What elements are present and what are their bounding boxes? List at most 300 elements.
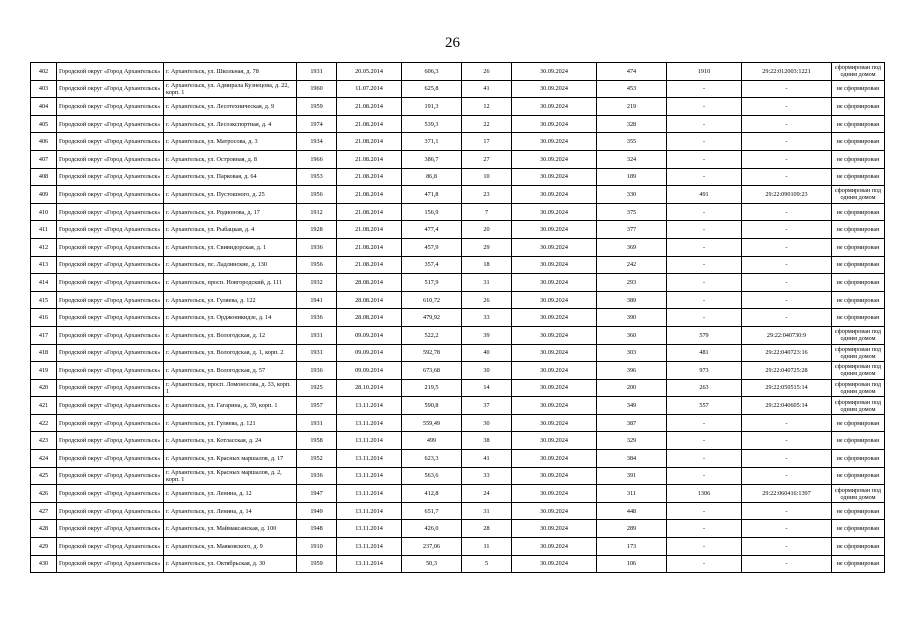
count-cell: 26 bbox=[462, 291, 512, 309]
district-cell: Городской округ «Город Архангельск» bbox=[57, 397, 164, 415]
check-date-cell: 30.09.2024 bbox=[512, 80, 597, 98]
year-cell: 1941 bbox=[297, 291, 337, 309]
district-cell: Городской округ «Город Архангельск» bbox=[57, 467, 164, 485]
count-cell: 33 bbox=[462, 309, 512, 327]
status-cell: не сформирован bbox=[832, 150, 885, 168]
count-cell: 30 bbox=[462, 362, 512, 380]
district-cell: Городской округ «Город Архангельск» bbox=[57, 186, 164, 204]
count-cell: 20 bbox=[462, 221, 512, 239]
count-cell: 28 bbox=[462, 520, 512, 538]
date-cell: 13.11.2014 bbox=[337, 432, 402, 450]
status-cell: сформирован под одним домом bbox=[832, 344, 885, 362]
cadastral-cell: 29:22:040723:16 bbox=[742, 344, 832, 362]
area-cell: 477,4 bbox=[402, 221, 462, 239]
date-cell: 13.11.2014 bbox=[337, 450, 402, 468]
land-area-cell: - bbox=[667, 150, 742, 168]
area-cell: 156,9 bbox=[402, 203, 462, 221]
num-cell: 200 bbox=[597, 379, 667, 397]
table-row bbox=[31, 555, 885, 573]
status-cell: сформирован под одним домом bbox=[832, 63, 885, 81]
row-number: 405 bbox=[31, 115, 57, 133]
date-cell: 13.11.2014 bbox=[337, 555, 402, 573]
check-date-cell: 30.09.2024 bbox=[512, 221, 597, 239]
year-cell: 1947 bbox=[297, 485, 337, 503]
district-cell: Городской округ «Город Архангельск» bbox=[57, 221, 164, 239]
land-area-cell: - bbox=[667, 115, 742, 133]
land-area-cell: - bbox=[667, 168, 742, 186]
land-area-cell: 557 bbox=[667, 397, 742, 415]
area-cell: 357,4 bbox=[402, 256, 462, 274]
cadastral-cell: - bbox=[742, 467, 832, 485]
table-row bbox=[31, 256, 885, 274]
year-cell: 1931 bbox=[297, 344, 337, 362]
land-area-cell: - bbox=[667, 203, 742, 221]
table-row bbox=[31, 168, 885, 186]
address-cell: г. Архангельск, ул. Лесоэкспортная, д. 4 bbox=[164, 115, 297, 133]
district-cell: Городской округ «Город Архангельск» bbox=[57, 115, 164, 133]
check-date-cell: 30.09.2024 bbox=[512, 326, 597, 344]
row-number: 421 bbox=[31, 397, 57, 415]
cadastral-cell: - bbox=[742, 80, 832, 98]
year-cell: 1936 bbox=[297, 362, 337, 380]
num-cell: 387 bbox=[597, 414, 667, 432]
check-date-cell: 30.09.2024 bbox=[512, 362, 597, 380]
check-date-cell: 30.09.2024 bbox=[512, 133, 597, 151]
district-cell: Городской округ «Город Архангельск» bbox=[57, 555, 164, 573]
year-cell: 1931 bbox=[297, 63, 337, 81]
date-cell: 13.11.2014 bbox=[337, 538, 402, 556]
year-cell: 1912 bbox=[297, 203, 337, 221]
date-cell: 21.08.2014 bbox=[337, 98, 402, 116]
cadastral-cell: - bbox=[742, 555, 832, 573]
year-cell: 1956 bbox=[297, 256, 337, 274]
district-cell: Городской округ «Город Архангельск» bbox=[57, 133, 164, 151]
table-body bbox=[31, 63, 885, 573]
num-cell: 448 bbox=[597, 502, 667, 520]
district-cell: Городской округ «Город Архангельск» bbox=[57, 379, 164, 397]
row-number: 404 bbox=[31, 98, 57, 116]
area-cell: 86,8 bbox=[402, 168, 462, 186]
land-area-cell: - bbox=[667, 133, 742, 151]
row-number: 427 bbox=[31, 502, 57, 520]
date-cell: 28.08.2014 bbox=[337, 309, 402, 327]
district-cell: Городской округ «Город Архангельск» bbox=[57, 485, 164, 503]
row-number: 402 bbox=[31, 63, 57, 81]
count-cell: 5 bbox=[462, 555, 512, 573]
status-cell: не сформирован bbox=[832, 450, 885, 468]
address-cell: г. Архангельск, ул. Рыбацкая, д. 4 bbox=[164, 221, 297, 239]
address-cell: г. Архангельск, ул. Ленина, д. 14 bbox=[164, 502, 297, 520]
status-cell: сформирован под одним домом bbox=[832, 186, 885, 204]
district-cell: Городской округ «Город Архангельск» bbox=[57, 150, 164, 168]
address-cell: г. Архангельск, ул. Красных маршалов, д. 17 bbox=[164, 450, 297, 468]
district-cell: Городской округ «Город Архангельск» bbox=[57, 274, 164, 292]
district-cell: Городской округ «Город Архангельск» bbox=[57, 238, 164, 256]
status-cell: сформирован под одним домом bbox=[832, 362, 885, 380]
area-cell: 219,5 bbox=[402, 379, 462, 397]
area-cell: 386,7 bbox=[402, 150, 462, 168]
address-cell: г. Архангельск, просп. Ломоносова, д. 33, корп. 1 bbox=[164, 379, 297, 397]
num-cell: 391 bbox=[597, 467, 667, 485]
check-date-cell: 30.09.2024 bbox=[512, 520, 597, 538]
land-area-cell: - bbox=[667, 432, 742, 450]
row-number: 409 bbox=[31, 186, 57, 204]
row-number: 426 bbox=[31, 485, 57, 503]
area-cell: 625,8 bbox=[402, 80, 462, 98]
table-row bbox=[31, 238, 885, 256]
land-area-cell: 481 bbox=[667, 344, 742, 362]
check-date-cell: 30.09.2024 bbox=[512, 467, 597, 485]
date-cell: 21.08.2014 bbox=[337, 238, 402, 256]
cadastral-cell: - bbox=[742, 274, 832, 292]
row-number: 423 bbox=[31, 432, 57, 450]
cadastral-cell: - bbox=[742, 98, 832, 116]
date-cell: 28.08.2014 bbox=[337, 291, 402, 309]
num-cell: 293 bbox=[597, 274, 667, 292]
cadastral-cell: - bbox=[742, 238, 832, 256]
date-cell: 28.08.2014 bbox=[337, 274, 402, 292]
check-date-cell: 30.09.2024 bbox=[512, 98, 597, 116]
address-cell: г. Архангельск, ул. Парковая, д. 64 bbox=[164, 168, 297, 186]
land-area-cell: - bbox=[667, 221, 742, 239]
count-cell: 41 bbox=[462, 450, 512, 468]
date-cell: 09.09.2014 bbox=[337, 344, 402, 362]
district-cell: Городской округ «Город Архангельск» bbox=[57, 309, 164, 327]
cadastral-cell: - bbox=[742, 309, 832, 327]
address-cell: г. Архангельск, ул. Маяковского, д. 9 bbox=[164, 538, 297, 556]
status-cell: сформирован под одним домом bbox=[832, 379, 885, 397]
year-cell: 1932 bbox=[297, 274, 337, 292]
check-date-cell: 30.09.2024 bbox=[512, 203, 597, 221]
check-date-cell: 30.09.2024 bbox=[512, 256, 597, 274]
num-cell: 106 bbox=[597, 555, 667, 573]
num-cell: 189 bbox=[597, 168, 667, 186]
housing-register-table bbox=[30, 62, 885, 573]
status-cell: не сформирован bbox=[832, 309, 885, 327]
date-cell: 09.09.2014 bbox=[337, 362, 402, 380]
district-cell: Городской округ «Город Архангельск» bbox=[57, 520, 164, 538]
cadastral-cell: 29:22:090109:23 bbox=[742, 186, 832, 204]
cadastral-cell: - bbox=[742, 256, 832, 274]
status-cell: не сформирован bbox=[832, 221, 885, 239]
num-cell: 324 bbox=[597, 150, 667, 168]
count-cell: 27 bbox=[462, 150, 512, 168]
land-area-cell: 263 bbox=[667, 379, 742, 397]
address-cell: г. Архангельск, ул. Вологодская, д. 1, корп. 2 bbox=[164, 344, 297, 362]
address-cell: г. Архангельск, ул. Школьная, д. 78 bbox=[164, 63, 297, 81]
row-number: 406 bbox=[31, 133, 57, 151]
area-cell: 412,8 bbox=[402, 485, 462, 503]
num-cell: 303 bbox=[597, 344, 667, 362]
check-date-cell: 30.09.2024 bbox=[512, 485, 597, 503]
district-cell: Городской округ «Город Архангельск» bbox=[57, 168, 164, 186]
cadastral-cell: 29:22:060416:1397 bbox=[742, 485, 832, 503]
year-cell: 1957 bbox=[297, 397, 337, 415]
table-row bbox=[31, 326, 885, 344]
area-cell: 50,3 bbox=[402, 555, 462, 573]
district-cell: Городской округ «Город Архангельск» bbox=[57, 432, 164, 450]
status-cell: не сформирован bbox=[832, 133, 885, 151]
area-cell: 651,7 bbox=[402, 502, 462, 520]
district-cell: Городской округ «Город Архангельск» bbox=[57, 203, 164, 221]
count-cell: 24 bbox=[462, 485, 512, 503]
row-number: 419 bbox=[31, 362, 57, 380]
status-cell: сформирован под одним домом bbox=[832, 397, 885, 415]
table-row bbox=[31, 432, 885, 450]
area-cell: 592,78 bbox=[402, 344, 462, 362]
check-date-cell: 30.09.2024 bbox=[512, 186, 597, 204]
cadastral-cell: - bbox=[742, 168, 832, 186]
date-cell: 13.11.2014 bbox=[337, 485, 402, 503]
cadastral-cell: - bbox=[742, 133, 832, 151]
area-cell: 522,2 bbox=[402, 326, 462, 344]
table-row bbox=[31, 150, 885, 168]
date-cell: 13.11.2014 bbox=[337, 467, 402, 485]
num-cell: 474 bbox=[597, 63, 667, 81]
count-cell: 39 bbox=[462, 326, 512, 344]
status-cell: не сформирован bbox=[832, 467, 885, 485]
row-number: 411 bbox=[31, 221, 57, 239]
status-cell: не сформирован bbox=[832, 291, 885, 309]
date-cell: 13.11.2014 bbox=[337, 414, 402, 432]
num-cell: 384 bbox=[597, 450, 667, 468]
table-row bbox=[31, 538, 885, 556]
table-row bbox=[31, 414, 885, 432]
area-cell: 479,92 bbox=[402, 309, 462, 327]
address-cell: г. Архангельск, ул. Котласская, д. 24 bbox=[164, 432, 297, 450]
count-cell: 30 bbox=[462, 414, 512, 432]
check-date-cell: 30.09.2024 bbox=[512, 414, 597, 432]
address-cell: г. Архангельск, ул. Гуляева, д. 122 bbox=[164, 291, 297, 309]
land-area-cell: - bbox=[667, 555, 742, 573]
check-date-cell: 30.09.2024 bbox=[512, 168, 597, 186]
cadastral-cell: - bbox=[742, 414, 832, 432]
address-cell: г. Архангельск, ул. Вологодская, д. 57 bbox=[164, 362, 297, 380]
count-cell: 31 bbox=[462, 502, 512, 520]
table-row bbox=[31, 98, 885, 116]
area-cell: 457,9 bbox=[402, 238, 462, 256]
year-cell: 1959 bbox=[297, 555, 337, 573]
area-cell: 191,3 bbox=[402, 98, 462, 116]
year-cell: 1948 bbox=[297, 520, 337, 538]
cadastral-cell: - bbox=[742, 221, 832, 239]
check-date-cell: 30.09.2024 bbox=[512, 115, 597, 133]
table-row bbox=[31, 397, 885, 415]
num-cell: 329 bbox=[597, 432, 667, 450]
status-cell: не сформирован bbox=[832, 538, 885, 556]
num-cell: 377 bbox=[597, 221, 667, 239]
year-cell: 1936 bbox=[297, 467, 337, 485]
status-cell: не сформирован bbox=[832, 520, 885, 538]
table-row bbox=[31, 80, 885, 98]
row-number: 413 bbox=[31, 256, 57, 274]
count-cell: 26 bbox=[462, 63, 512, 81]
address-cell: г. Архангельск, ул. Свивидорская, д. 1 bbox=[164, 238, 297, 256]
num-cell: 328 bbox=[597, 115, 667, 133]
check-date-cell: 30.09.2024 bbox=[512, 150, 597, 168]
area-cell: 539,3 bbox=[402, 115, 462, 133]
land-area-cell: 579 bbox=[667, 326, 742, 344]
year-cell: 1949 bbox=[297, 502, 337, 520]
area-cell: 559,49 bbox=[402, 414, 462, 432]
address-cell: г. Архангельск, ул. Островная, д. 8 bbox=[164, 150, 297, 168]
district-cell: Городской округ «Город Архангельск» bbox=[57, 344, 164, 362]
address-cell: г. Архангельск, ул. Красных маршалов, д. 2, корп. 1 bbox=[164, 467, 297, 485]
cadastral-cell: 29:22:040730:9 bbox=[742, 326, 832, 344]
num-cell: 289 bbox=[597, 520, 667, 538]
date-cell: 21.08.2014 bbox=[337, 186, 402, 204]
table-row bbox=[31, 274, 885, 292]
date-cell: 21.08.2014 bbox=[337, 203, 402, 221]
count-cell: 18 bbox=[462, 256, 512, 274]
address-cell: г. Архангельск, ул. Адмирала Кузнецова, д. 22, корп. 1 bbox=[164, 80, 297, 98]
district-cell: Городской округ «Город Архангельск» bbox=[57, 98, 164, 116]
table-row bbox=[31, 186, 885, 204]
count-cell: 12 bbox=[462, 98, 512, 116]
status-cell: не сформирован bbox=[832, 414, 885, 432]
land-area-cell: - bbox=[667, 309, 742, 327]
year-cell: 1959 bbox=[297, 98, 337, 116]
row-number: 415 bbox=[31, 291, 57, 309]
area-cell: 563,6 bbox=[402, 467, 462, 485]
row-number: 412 bbox=[31, 238, 57, 256]
row-number: 403 bbox=[31, 80, 57, 98]
count-cell: 11 bbox=[462, 538, 512, 556]
cadastral-cell: 29:22:040605:14 bbox=[742, 397, 832, 415]
num-cell: 389 bbox=[597, 291, 667, 309]
num-cell: 375 bbox=[597, 203, 667, 221]
table-row bbox=[31, 379, 885, 397]
land-area-cell: - bbox=[667, 98, 742, 116]
district-cell: Городской округ «Город Архангельск» bbox=[57, 450, 164, 468]
num-cell: 355 bbox=[597, 133, 667, 151]
date-cell: 28.10.2014 bbox=[337, 379, 402, 397]
area-cell: 426,0 bbox=[402, 520, 462, 538]
table-row bbox=[31, 133, 885, 151]
year-cell: 1966 bbox=[297, 150, 337, 168]
table-row bbox=[31, 450, 885, 468]
table-row bbox=[31, 344, 885, 362]
count-cell: 38 bbox=[462, 432, 512, 450]
row-number: 408 bbox=[31, 168, 57, 186]
status-cell: не сформирован bbox=[832, 432, 885, 450]
row-number: 420 bbox=[31, 379, 57, 397]
cadastral-cell: - bbox=[742, 450, 832, 468]
date-cell: 09.09.2014 bbox=[337, 326, 402, 344]
status-cell: не сформирован bbox=[832, 168, 885, 186]
count-cell: 10 bbox=[462, 168, 512, 186]
address-cell: г. Архангельск, просп. Новгородский, д. 111 bbox=[164, 274, 297, 292]
year-cell: 1936 bbox=[297, 309, 337, 327]
table-row bbox=[31, 520, 885, 538]
year-cell: 1956 bbox=[297, 186, 337, 204]
num-cell: 311 bbox=[597, 485, 667, 503]
num-cell: 453 bbox=[597, 80, 667, 98]
district-cell: Городской округ «Город Архангельск» bbox=[57, 326, 164, 344]
land-area-cell: - bbox=[667, 274, 742, 292]
table-row bbox=[31, 467, 885, 485]
land-area-cell: - bbox=[667, 256, 742, 274]
date-cell: 13.11.2014 bbox=[337, 520, 402, 538]
area-cell: 610,72 bbox=[402, 291, 462, 309]
address-cell: г. Архангельск, ул. Ленина, д. 12 bbox=[164, 485, 297, 503]
num-cell: 173 bbox=[597, 538, 667, 556]
date-cell: 21.08.2014 bbox=[337, 115, 402, 133]
district-cell: Городской округ «Город Архангельск» bbox=[57, 414, 164, 432]
district-cell: Городской округ «Город Архангельск» bbox=[57, 538, 164, 556]
date-cell: 21.08.2014 bbox=[337, 150, 402, 168]
address-cell: г. Архангельск, ул. Орджоникидзе, д. 14 bbox=[164, 309, 297, 327]
table-row bbox=[31, 485, 885, 503]
district-cell: Городской округ «Город Архангельск» bbox=[57, 362, 164, 380]
check-date-cell: 30.09.2024 bbox=[512, 502, 597, 520]
date-cell: 11.07.2014 bbox=[337, 80, 402, 98]
check-date-cell: 30.09.2024 bbox=[512, 309, 597, 327]
year-cell: 1936 bbox=[297, 238, 337, 256]
count-cell: 37 bbox=[462, 397, 512, 415]
cadastral-cell: - bbox=[742, 432, 832, 450]
address-cell: г. Архангельск, ул. Вологодская, д. 12 bbox=[164, 326, 297, 344]
status-cell: сформирован под одним домом bbox=[832, 326, 885, 344]
date-cell: 13.11.2014 bbox=[337, 397, 402, 415]
check-date-cell: 30.09.2024 bbox=[512, 397, 597, 415]
check-date-cell: 30.09.2024 bbox=[512, 432, 597, 450]
check-date-cell: 30.09.2024 bbox=[512, 450, 597, 468]
status-cell: не сформирован bbox=[832, 98, 885, 116]
land-area-cell: - bbox=[667, 414, 742, 432]
num-cell: 396 bbox=[597, 362, 667, 380]
check-date-cell: 30.09.2024 bbox=[512, 538, 597, 556]
year-cell: 1934 bbox=[297, 133, 337, 151]
land-area-cell: - bbox=[667, 238, 742, 256]
land-area-cell: - bbox=[667, 538, 742, 556]
address-cell: г. Архангельск, ул. Пустошного, д. 25 bbox=[164, 186, 297, 204]
row-number: 425 bbox=[31, 467, 57, 485]
count-cell: 41 bbox=[462, 80, 512, 98]
count-cell: 17 bbox=[462, 133, 512, 151]
area-cell: 371,1 bbox=[402, 133, 462, 151]
row-number: 430 bbox=[31, 555, 57, 573]
date-cell: 21.08.2014 bbox=[337, 133, 402, 151]
cadastral-cell: 29:22:012003:1221 bbox=[742, 63, 832, 81]
cadastral-cell: - bbox=[742, 115, 832, 133]
table-row bbox=[31, 221, 885, 239]
check-date-cell: 30.09.2024 bbox=[512, 63, 597, 81]
cadastral-cell: - bbox=[742, 520, 832, 538]
area-cell: 673,68 bbox=[402, 362, 462, 380]
count-cell: 29 bbox=[462, 238, 512, 256]
land-area-cell: - bbox=[667, 467, 742, 485]
district-cell: Городской округ «Город Архангельск» bbox=[57, 291, 164, 309]
row-number: 410 bbox=[31, 203, 57, 221]
land-area-cell: - bbox=[667, 520, 742, 538]
check-date-cell: 30.09.2024 bbox=[512, 344, 597, 362]
row-number: 418 bbox=[31, 344, 57, 362]
land-area-cell: 1910 bbox=[667, 63, 742, 81]
year-cell: 1958 bbox=[297, 432, 337, 450]
area-cell: 606,3 bbox=[402, 63, 462, 81]
land-area-cell: 973 bbox=[667, 362, 742, 380]
year-cell: 1974 bbox=[297, 115, 337, 133]
num-cell: 330 bbox=[597, 186, 667, 204]
year-cell: 1960 bbox=[297, 80, 337, 98]
cadastral-cell: - bbox=[742, 291, 832, 309]
cadastral-cell: 29:22:040725:28 bbox=[742, 362, 832, 380]
address-cell: г. Архангельск, ул. Гагарина, д. 39, корп. 1 bbox=[164, 397, 297, 415]
land-area-cell: - bbox=[667, 80, 742, 98]
table-row bbox=[31, 203, 885, 221]
area-cell: 499 bbox=[402, 432, 462, 450]
